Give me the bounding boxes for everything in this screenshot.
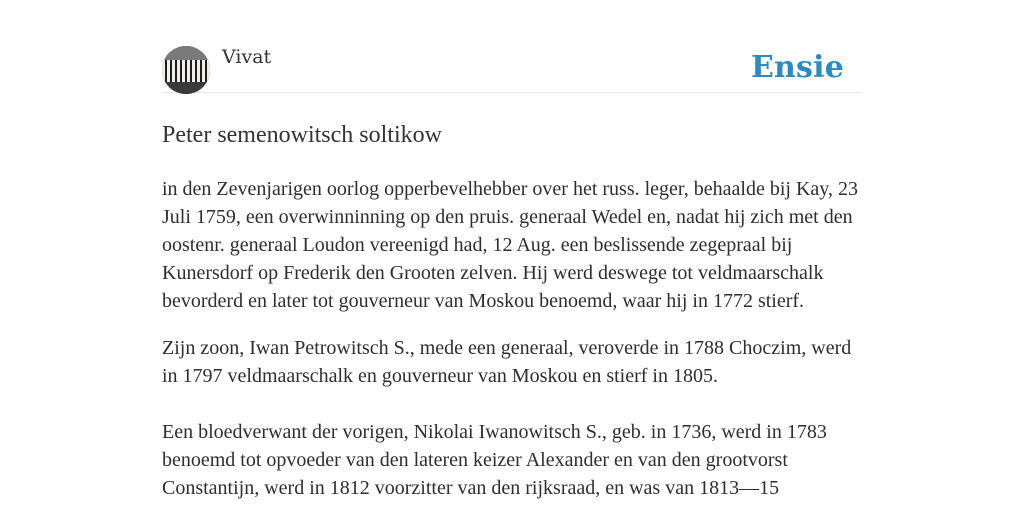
article-container [162,40,862,502]
header [162,40,862,93]
article-paragraph-1: in den Zevenjarigen oorlog opperbevelhebber over het russ. leger, behaalde bij Kay, 23 Juli 1759, een overwinninning op den pruis. generaal Wedel en, nadat hij zich met den oostenr. generaal Loudon vereenigd had, 12 Aug. een beslissende zegepraal bij Kunersdorf op Frederik den Grooten zelven. Hij werd deswege tot veldmaarschalk bevorderd en later tot gouverneur van Moskou benoemd, waar hij in 1772 stierf. [162,178,858,312]
article-paragraph-3: Een bloedverwant der vorigen, Nikolai Iwanowitsch S., geb. in 1736, werd in 1783 benoemd tot opvoeder van den lateren keizer Alexander en van den grootvorst Constantijn, werd in 1812 voorzitter van den rijksraad, en was van 1813—15 [162,421,827,499]
piano-keys-avatar-icon [162,46,210,94]
article-paragraph-2: Zijn zoon, Iwan Petrowitsch S., mede een generaal, veroverde in 1788 Choczim, werd in 1797 veldmaarschalk en gouverneur van Moskou en stierf in 1805. [162,337,852,387]
author-avatar[interactable] [162,46,210,94]
brand-logo[interactable]: Ensie [750,50,844,85]
page-title: Peter semenowitsch soltikow [162,122,442,148]
author-name[interactable]: Vivat [222,46,272,68]
